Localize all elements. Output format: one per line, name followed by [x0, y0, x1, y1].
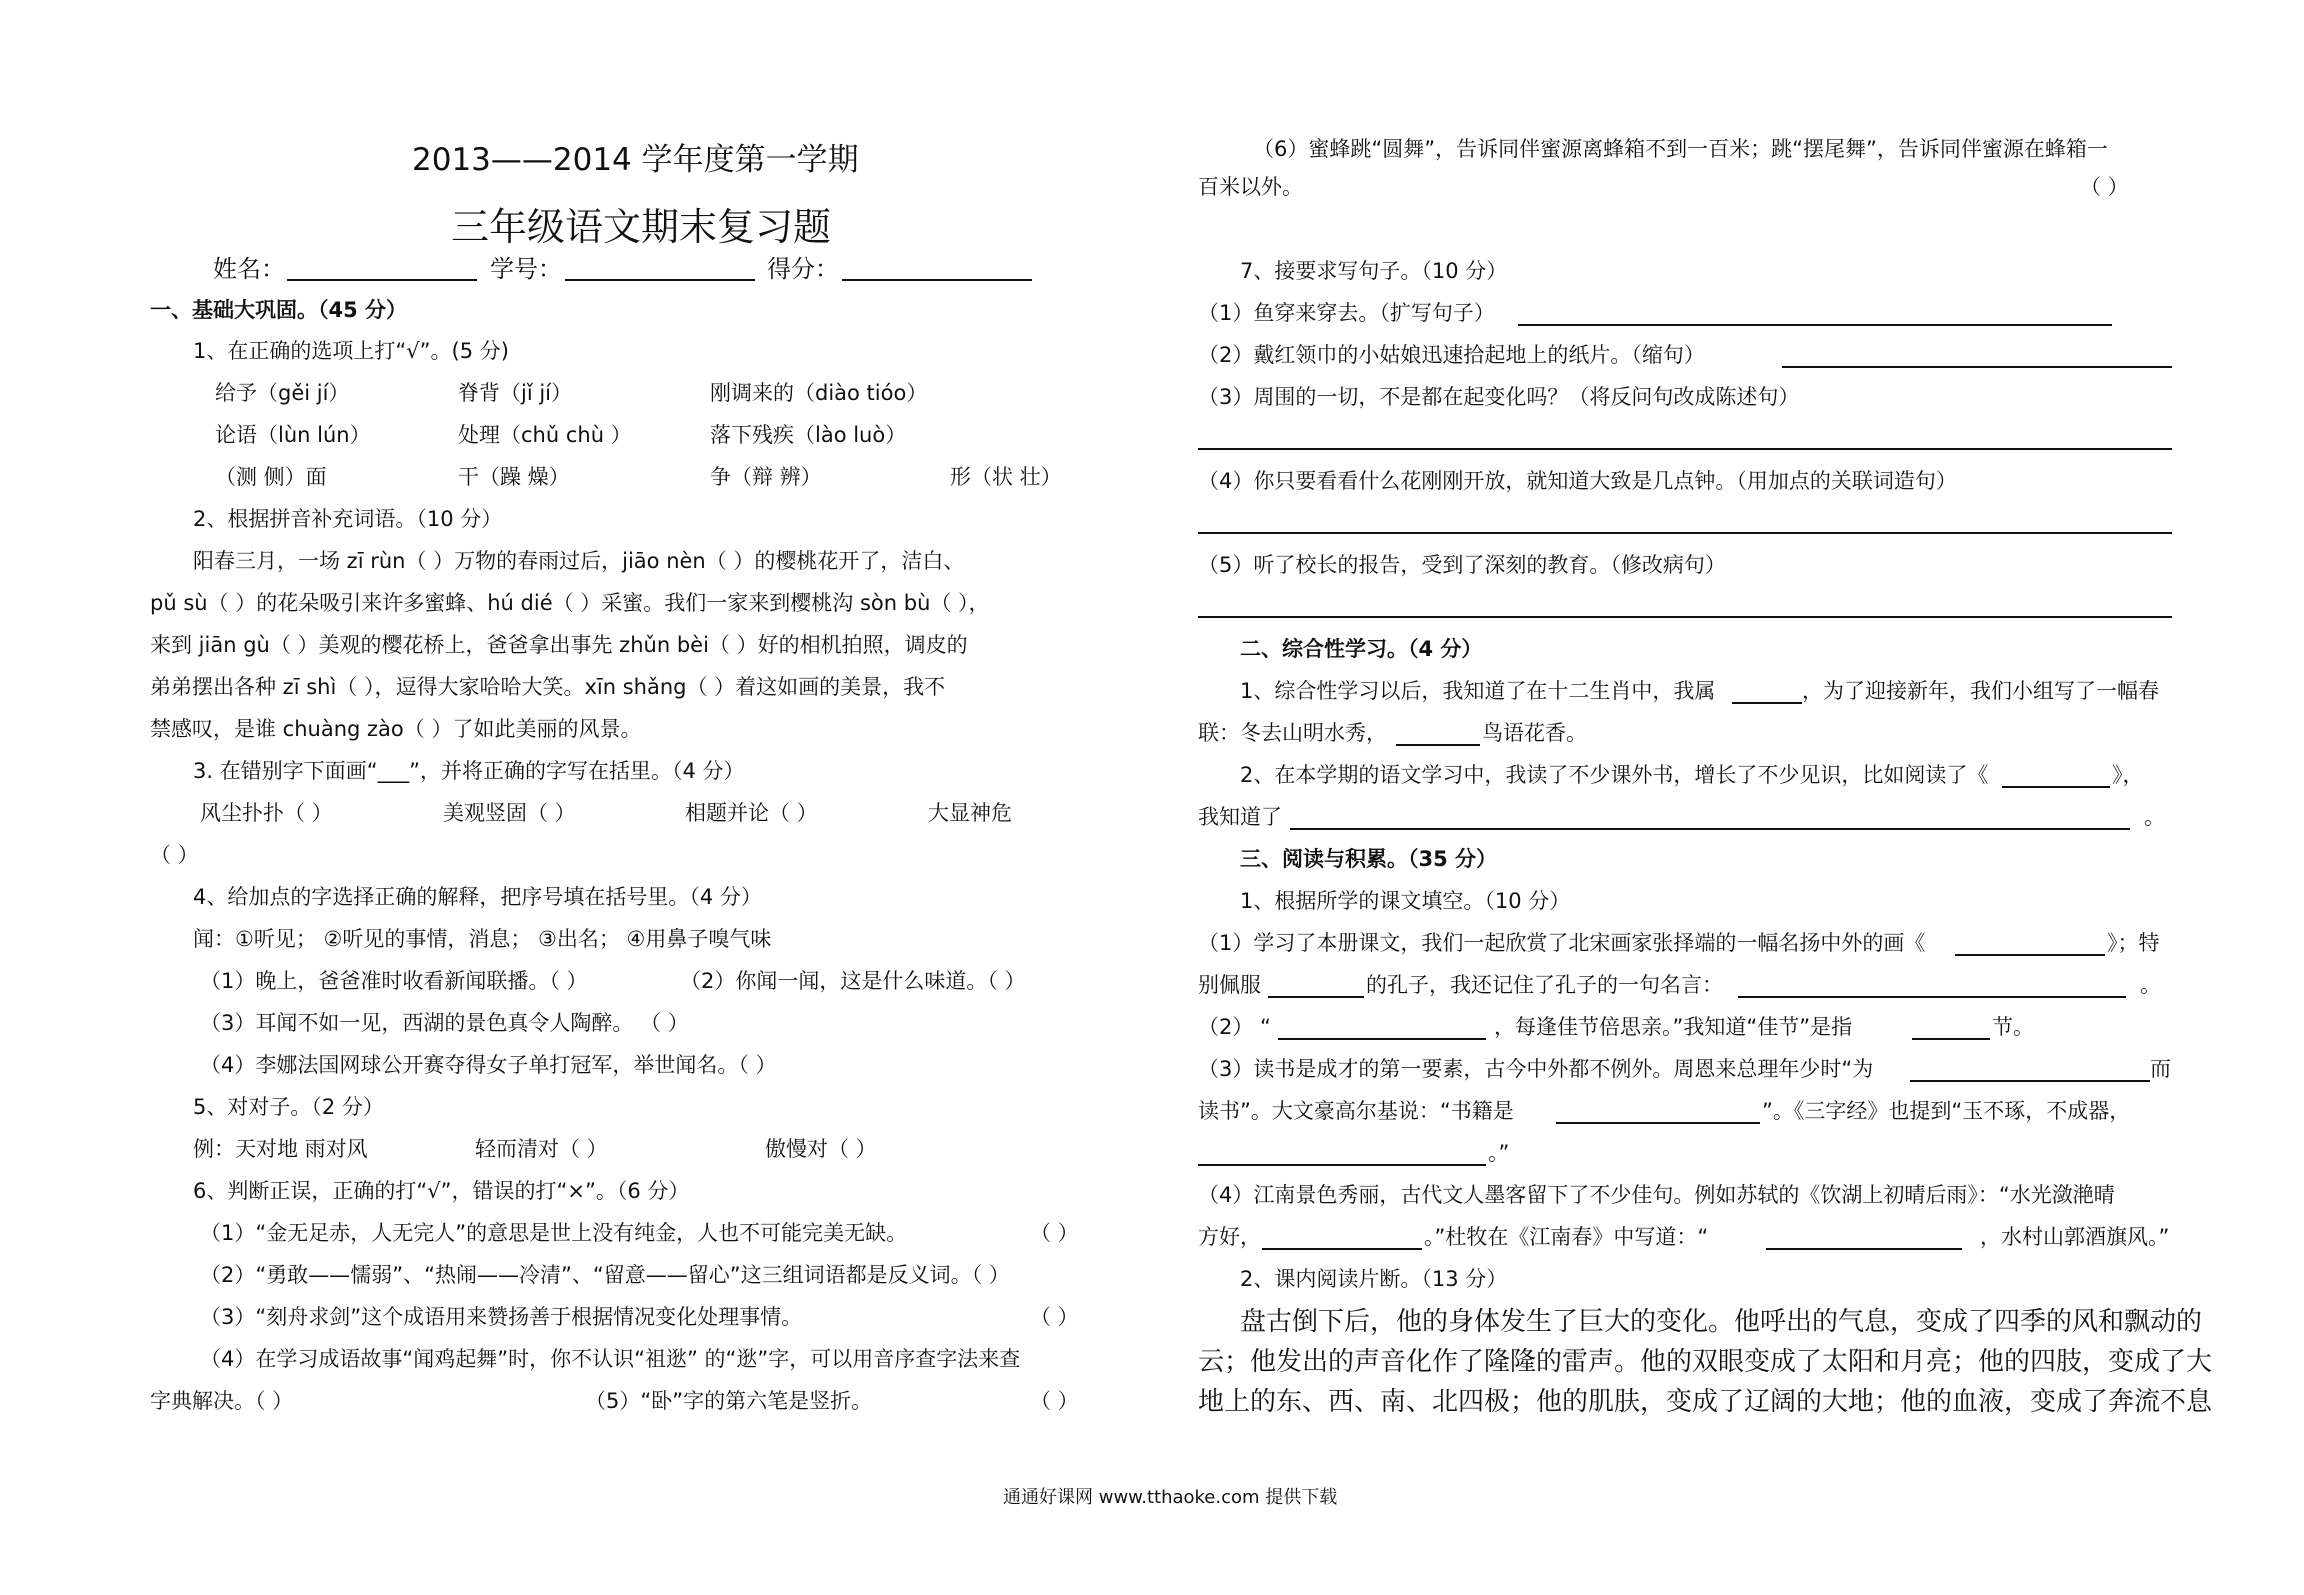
q3-item: 美观竖固（ ） [443, 801, 576, 825]
answer-line[interactable] [1198, 1164, 1486, 1166]
s2-text: 我知道了 [1198, 805, 1282, 829]
s3-text: （3）读书是成才的第一要素，古今中外都不例外。周恩来总理年少时“为 [1198, 1057, 1874, 1081]
s2-text: 联：冬去山明水秀， [1198, 721, 1387, 745]
answer-line[interactable] [1278, 1038, 1486, 1040]
q2-heading: 2、根据拼音补充词语。（10 分） [193, 507, 503, 531]
q6-item: 百米以外。 [1198, 175, 1303, 199]
answer-line[interactable] [1198, 616, 2172, 618]
q2-line: 阳春三月，一场 zī rùn（ ）万物的春雨过后，jiāo nèn（ ）的樱桃花开了，洁白、 [193, 549, 965, 573]
q4-item: （3）耳闻不如一见，西湖的景色真令人陶醉。 （ ） [200, 1011, 689, 1035]
q2-line: 来到 jiān gù（ ）美观的樱花桥上，爸爸拿出事先 zhǔn bèi（ ）好的相机拍照，调皮的 [150, 633, 968, 657]
q6-item: （2）“勇敢——懦弱”、“热闹——冷清”、“留意——留心”这三组词语都是反义词。（ ） [200, 1263, 1010, 1287]
q6-answer-paren[interactable]: （ ） [1030, 1305, 1079, 1329]
q1-row3-a: （测 侧）面 [215, 465, 327, 489]
answer-line[interactable] [1732, 702, 1802, 704]
s3-q1-heading: 1、根据所学的课文填空。（10 分） [1240, 889, 1571, 913]
q7-heading: 7、接要求写句子。（10 分） [1240, 259, 1508, 283]
reading-passage-line: 云；他发出的声音化作了隆隆的雷声。他的双眼变成了太阳和月亮；他的四肢，变成了大 [1198, 1347, 2213, 1377]
s3-text: （2） “ [1198, 1015, 1271, 1039]
q6-answer-paren[interactable]: （ ） [2080, 175, 2129, 199]
s3-text: （1）学习了本册课文，我们一起欣赏了北宋画家张择端的一幅名扬中外的画《 [1198, 931, 1926, 955]
answer-line[interactable] [1290, 828, 2130, 830]
s3-text: 而 [2150, 1057, 2171, 1081]
q1-row1-a: 给予（gěi jí） [215, 381, 350, 405]
s3-q2-heading: 2、课内阅读片断。（13 分） [1240, 1267, 1508, 1291]
q2-line: 禁感叹，是谁 chuàng zào（ ）了如此美丽的风景。 [150, 717, 642, 741]
q1-row1-c: 刚调来的（diào tióo） [710, 381, 928, 405]
answer-line[interactable] [1955, 954, 2105, 956]
q2-line: 弟弟摆出各种 zī shì（ ），逗得大家哈哈大笑。xīn shǎng（ ）着这如画的美景，我不 [150, 675, 946, 699]
answer-line[interactable] [1912, 1038, 1990, 1040]
section-3-heading: 三、阅读与积累。（35 分） [1240, 847, 1498, 871]
q6-item: （5）“卧”字的第六笔是竖折。 [585, 1389, 873, 1413]
s3-text: （4）江南景色秀丽，古代文人墨客留下了不少佳句。例如苏轼的《饮湖上初晴后雨》：“水光潋滟晴 [1198, 1183, 2115, 1207]
q5-item: 轻而清对（ ） [475, 1137, 608, 1161]
answer-line[interactable] [1910, 1080, 2150, 1082]
s2-text: 》， [2112, 763, 2144, 787]
name-label: 姓名： [213, 255, 285, 283]
q6-item: 字典解决。（ ） [150, 1389, 294, 1413]
q3-heading: 3. 在错别字下面画“___”，并将正确的字写在括里。（4 分） [193, 759, 745, 783]
section-1-heading: 一、基础大巩固。（45 分） [150, 298, 408, 322]
s3-text: 节。 [1992, 1015, 2034, 1039]
s3-text: ，每逢佳节倍思亲。”我知道“佳节”是指 [1494, 1015, 1853, 1039]
s2-text: 鸟语花香。 [1482, 721, 1587, 745]
q3-tail: （ ） [150, 843, 199, 867]
s3-text: 。 [2140, 973, 2161, 997]
s3-text: 。” [1488, 1141, 1510, 1165]
s3-text: 的孔子，我还记住了孔子的一句名言： [1366, 973, 1723, 997]
q6-item: （6）蜜蜂跳“圆舞”，告诉同伴蜜源离蜂箱不到一百米；跳“摆尾舞”，告诉同伴蜜源在蜂箱一 [1253, 137, 2108, 161]
s2-text: ，为了迎接新年，我们小组写了一幅春 [1802, 679, 2159, 703]
q3-item: 大显神危 [928, 801, 1012, 825]
s3-text: 》；特 [2107, 931, 2160, 955]
q3-item: 相题并论（ ） [685, 801, 818, 825]
s2-text: 。 [2144, 805, 2165, 829]
q4-item: （2）你闻一闻，这是什么味道。（ ） [680, 969, 1026, 993]
q7-item: （3）周围的一切，不是都在起变化吗？（将反问句改成陈述句） [1198, 385, 1800, 409]
id-field[interactable] [565, 279, 755, 281]
s2-text: 1、综合性学习以后，我知道了在十二生肖中，我属 [1240, 679, 1716, 703]
s3-text: 。”杜牧在《江南春》中写道：“ [1424, 1225, 1709, 1249]
answer-line[interactable] [1268, 996, 1364, 998]
score-field[interactable] [842, 279, 1032, 281]
answer-line[interactable] [1738, 996, 2126, 998]
answer-line[interactable] [1198, 448, 2172, 450]
q1-row2-a: 论语（lùn lún） [215, 423, 371, 447]
page-title: 三年级语文期末复习题 [451, 205, 832, 249]
id-label: 学号： [490, 255, 562, 283]
q6-heading: 6、判断正误，正确的打“√”，错误的打“×”。（6 分） [193, 1179, 690, 1203]
q6-answer-paren[interactable]: （ ） [1030, 1221, 1079, 1245]
s3-text: 方好， [1198, 1225, 1261, 1249]
q1-row2-b: 处理（chǔ chù ） [458, 423, 632, 447]
q5-example: 例：天对地 雨对风 [193, 1137, 368, 1161]
name-field[interactable] [287, 279, 477, 281]
reading-passage-line: 盘古倒下后，他的身体发生了巨大的变化。他呼出的气息，变成了四季的风和飘动的 [1240, 1307, 2203, 1337]
q5-item: 傲慢对（ ） [765, 1137, 877, 1161]
q1-row3-c: 争（辩 辨） [710, 465, 822, 489]
s3-text: 别佩服 [1198, 973, 1261, 997]
q4-definitions: 闻：①听见； ②听见的事情，消息； ③出名； ④用鼻子嗅气味 [193, 927, 772, 951]
q7-item: （4）你只要看看什么花刚刚开放，就知道大致是几点钟。（用加点的关联词造句） [1198, 469, 1957, 493]
s3-text: ”。《三字经》也提到“玉不琢，不成器， [1762, 1099, 2131, 1123]
s2-text: 2、在本学期的语文学习中，我读了不少课外书，增长了不少见识，比如阅读了《 [1240, 763, 1989, 787]
q3-item: 风尘扑扑（ ） [200, 801, 333, 825]
q4-item: （4）李娜法国网球公开赛夺得女子单打冠军，举世闻名。（ ） [200, 1053, 777, 1077]
exam-year: 2013——2014 学年度第一学期 [412, 142, 859, 178]
section-2-heading: 二、综合性学习。（4 分） [1240, 637, 1483, 661]
q1-row1-b: 脊背（jǐ jí） [458, 381, 573, 405]
q2-line: pǔ sù（ ）的花朵吸引来许多蜜蜂、hú dié（ ）采蜜。我们一家来到樱桃沟 sòn bù（ ）， [150, 591, 990, 615]
q5-heading: 5、对对子。（2 分） [193, 1095, 384, 1119]
s3-text: 读书”。大文豪高尔基说：“书籍是 [1198, 1099, 1514, 1123]
answer-line[interactable] [1396, 744, 1480, 746]
q6-answer-paren[interactable]: （ ） [1030, 1389, 1079, 1413]
q7-item: （5）听了校长的报告，受到了深刻的教育。（修改病句） [1198, 553, 1726, 577]
answer-line[interactable] [1518, 324, 2112, 326]
answer-line[interactable] [2002, 786, 2110, 788]
q4-item: （1）晚上，爸爸准时收看新闻联播。（ ） [200, 969, 588, 993]
q1-row2-c: 落下残疾（lào luò） [710, 423, 907, 447]
q6-item: （1）“金无足赤，人无完人”的意思是世上没有纯金，人也不可能完美无缺。 [200, 1221, 908, 1245]
answer-line[interactable] [1198, 532, 2172, 534]
reading-passage-line: 地上的东、西、南、北四极；他的肌肤，变成了辽阔的大地；他的血液，变成了奔流不息 [1198, 1387, 2213, 1417]
q1-row3-b: 干（躁 燥） [458, 465, 570, 489]
q7-item: （2）戴红领巾的小姑娘迅速拾起地上的纸片。（缩句） [1198, 343, 1705, 367]
answer-line[interactable] [1556, 1122, 1760, 1124]
q6-item: （3）“刻舟求剑”这个成语用来赞扬善于根据情况变化处理事情。 [200, 1305, 803, 1329]
q7-item: （1）鱼穿来穿去。（扩写句子） [1198, 301, 1495, 325]
q4-heading: 4、给加点的字选择正确的解释，把序号填在括号里。（4 分） [193, 885, 762, 909]
q1-heading: 1、在正确的选项上打“√”。(5 分) [193, 339, 509, 363]
answer-line[interactable] [1766, 1248, 1962, 1250]
footer-credit: 通通好课网 www.tthaoke.com 提供下载 [1003, 1487, 1338, 1508]
q1-row3-d: 形（状 壮） [950, 465, 1062, 489]
answer-line[interactable] [1782, 366, 2172, 368]
score-label: 得分： [767, 255, 839, 283]
answer-line[interactable] [1262, 1248, 1422, 1250]
q6-item: （4）在学习成语故事“闻鸡起舞”时，你不认识“祖逖” 的“逖”字，可以用音序查字法来查 [200, 1347, 1021, 1371]
s3-text: ，水村山郭酒旗风。” [1980, 1225, 2170, 1249]
